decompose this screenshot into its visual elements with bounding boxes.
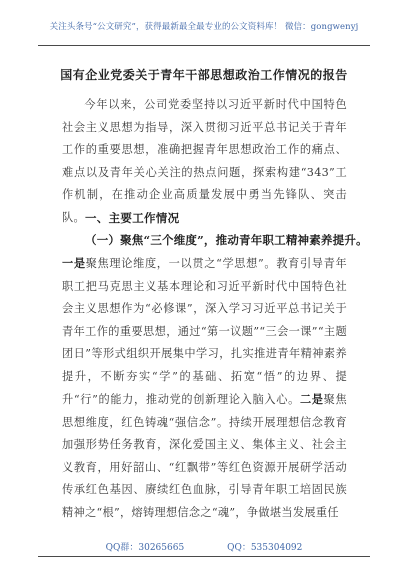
section-heading: 一、主要工作情况 — [85, 211, 180, 225]
footer-divider — [38, 556, 370, 557]
body-paragraph — [62, 252, 347, 524]
point-2-text: 聚焦思想维度，红色铸魂“强信念”。持续开展理想信念教育加强形势任务教育，深化爱国主义、集体主义、社会主义教育，用好韶山、“红飘带”等红色资源开展研学活动传承红色基因、赓续红色血脉，引导青年职工培固民族精神之“根”，熔铸理想信念之“魂”，争做堪当发展重任 — [62, 393, 347, 519]
qq-group-link[interactable]: QQ群：30265665 — [105, 543, 185, 553]
document-title: 国有企业党委关于青年干部思想政治工作情况的报告 — [60, 68, 348, 82]
subsection-heading: （一）聚焦“三个维度”，推动青年职工精神素养提升。 — [85, 233, 368, 247]
promo-header: 关注头条号“公文研究”，获得最新最全最专业的公文资料库！ 微信：gongwenyj — [49, 22, 359, 32]
header-divider — [38, 45, 370, 46]
point-2-lead: 二是 — [299, 392, 324, 406]
point-1-text: 聚焦理论维度，一以贯之“学思想”。教育引导青年职工把马克思主义基本理论和习近平新时代中国特色社会主义思想作为“必修课”，深入学习习近平总书记关于青年工作的重要思想，通过“第一议题”“三会一课”“主题团日”等形式组织开展集中学习，扎实推进青年精神素养提升，不断夯实“学”的基础、拓宽“悟”的边界、提升“行”的能力，推动党的创新理论入脑入心。 — [62, 257, 347, 406]
intro-paragraph: 今年以来，公司党委坚持以习近平新时代中国特色社会主义思想为指导，深入贯彻习近平总书记关于青年工作的重要思想，准确把握青年思想政治工作的痛点、难点以及青年关心关注的热点问题，探索构建“343”工作机制，在推动企业高质量发展中勇当先锋队、突击队。 — [62, 98, 347, 224]
footer-contact — [0, 540, 408, 553]
qq-contact-link[interactable]: QQ：535304092 — [227, 543, 303, 553]
point-1-lead: 一是 — [62, 256, 86, 270]
